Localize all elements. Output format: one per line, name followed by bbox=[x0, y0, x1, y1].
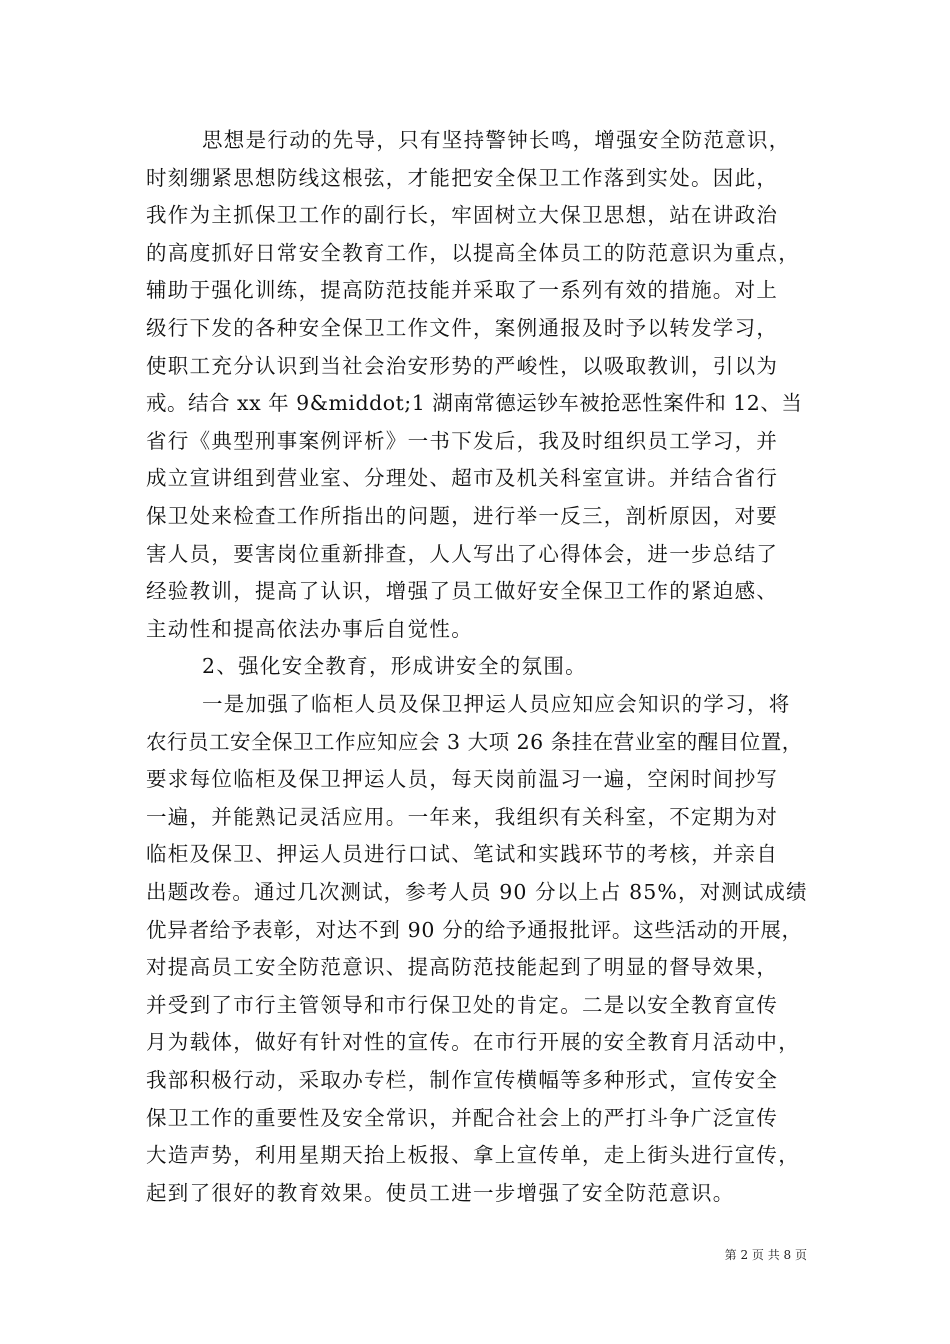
text-line: 的高度抓好日常安全教育工作，以提高全体员工的防范意识为重点， bbox=[146, 240, 800, 265]
text-line: 保卫处来检查工作所指出的问题，进行举一反三，剖析原因，对要 bbox=[146, 504, 779, 528]
text-line: 并受到了市行主管领导和市行保卫处的肯定。二是以安全教育宣传 bbox=[146, 992, 779, 1017]
text-line: 戒。结合 xx 年 9&middot;1 湖南常德运钞车被抢恶性案件和 12、当 bbox=[146, 391, 803, 416]
text-line: 辅助于强化训练，提高防范技能并采取了一系列有效的措施。对上 bbox=[146, 278, 779, 303]
text-line: 时刻绷紧思想防线这根弦，才能把安全保卫工作落到实处。因此， bbox=[146, 165, 779, 190]
text-line: 要求每位临柜及保卫押运人员，每天岗前温习一遍，空闲时间抄写 bbox=[146, 767, 779, 792]
text-line: 2、强化安全教育，形成讲安全的氛围。 bbox=[202, 654, 587, 679]
text-line: 保卫工作的重要性及安全常识，并配合社会上的严打斗争广泛宣传 bbox=[146, 1105, 779, 1130]
text-line: 对提高员工安全防范意识、提高防范技能起到了明显的督导效果， bbox=[146, 955, 779, 980]
text-line: 主动性和提高依法办事后自觉性。 bbox=[146, 616, 473, 641]
text-line: 起到了很好的教育效果。使员工进一步增强了安全防范意识。 bbox=[146, 1180, 735, 1205]
text-line: 临柜及保卫、押运人员进行口试、笔试和实践环节的考核，并亲自 bbox=[146, 842, 779, 867]
text-line: 一遍，并能熟记灵活应用。一年来，我组织有关科室，不定期为对 bbox=[146, 804, 779, 829]
text-line: 出题改卷。通过几次测试，参考人员 90 分以上占 85%，对测试成绩 bbox=[146, 880, 808, 904]
text-line: 害人员，要害岗位重新排查，人人写出了心得体会，进一步总结了 bbox=[146, 541, 779, 566]
text-line: 成立宣讲组到营业室、分理处、超市及机关科室宣讲。并结合省行 bbox=[146, 466, 779, 491]
text-line: 省行《典型刑事案例评析》一书下发后，我及时组织员工学习，并 bbox=[146, 428, 779, 453]
text-line: 我作为主抓保卫工作的副行长，牢固树立大保卫思想，站在讲政治 bbox=[146, 203, 779, 228]
page-footer: 第 2 页 共 8 页 bbox=[724, 1248, 807, 1262]
text-line: 使职工充分认识到当社会治安形势的严峻性，以吸取教训，引以为 bbox=[146, 353, 779, 378]
text-line: 思想是行动的先导，只有坚持警钟长鸣，增强安全防范意识， bbox=[202, 128, 791, 152]
text-line: 级行下发的各种安全保卫工作文件，案例通报及时予以转发学习， bbox=[146, 316, 779, 340]
text-line: 经验教训，提高了认识，增强了员工做好安全保卫工作的紧迫感、 bbox=[146, 579, 779, 604]
text-line: 一是加强了临柜人员及保卫押运人员应知应会知识的学习，将 bbox=[202, 692, 791, 716]
text-line: 大造声势，利用星期天抬上板报、拿上宣传单，走上街头进行宣传， bbox=[146, 1143, 800, 1168]
text-line: 农行员工安全保卫工作应知应会 3 大项 26 条挂在营业室的醒目位置， bbox=[146, 729, 803, 754]
text-line: 优异者给予表彰，对达不到 90 分的给予通报批评。这些活动的开展， bbox=[146, 917, 803, 942]
text-line: 月为载体，做好有针对性的宣传。在市行开展的安全教育月活动中， bbox=[146, 1030, 800, 1055]
text-line: 我部积极行动，采取办专栏，制作宣传横幅等多种形式，宣传安全 bbox=[146, 1068, 779, 1092]
